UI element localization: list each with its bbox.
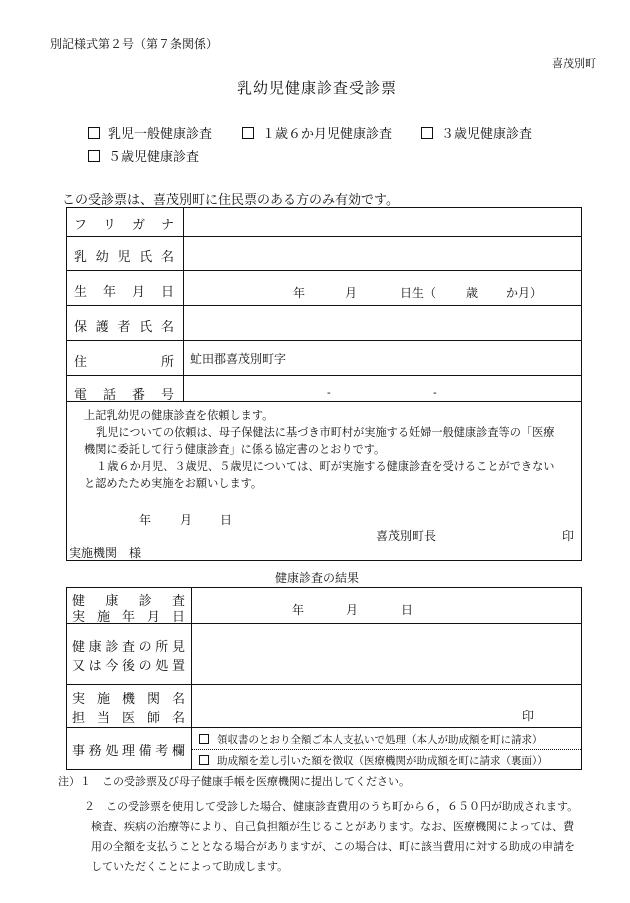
page-title: 乳幼児健康診査受診票 [237,79,398,97]
guardian-name-field[interactable] [185,307,580,339]
checkbox-box[interactable] [421,127,433,139]
form-number: 別記様式第２号（第７条関係） [50,37,219,51]
furigana-label: フ リ ガ ナ [74,218,174,233]
office-remarks-label: 事 務 処 理 備 考 欄 [72,744,185,759]
checkbox-5-year[interactable] [88,146,199,165]
request-line: と認めたため実施をお願いします。 [84,477,263,490]
checkbox-box[interactable] [242,127,254,139]
exam-day: 日 [401,603,414,617]
dob-label: 生 年 月 日 [74,285,174,300]
option-divider [192,749,581,750]
row-divider [67,375,581,376]
checkbox-18-month[interactable] [242,123,392,142]
findings-label: 又 は 今 後 の 処 置 [72,659,185,674]
checkbox-box[interactable] [88,127,100,139]
institution-label: 実 施 機 関 名 [72,692,185,707]
phone-separator: - [327,386,331,399]
checkbox-3-year[interactable] [421,123,532,142]
exam-date-label: 実 施 年 月 日 [72,610,185,625]
option-deducted-payment[interactable]: 助成額を差し引いた額を徴収（医療機関が助成額を町に請求（裏面）） [199,753,548,768]
dob-year: 年 [293,286,306,300]
request-date-day: 日 [220,513,233,527]
exam-date-label: 健 康 診 査 [72,594,185,609]
findings-label: 健 康 診 査 の 所 見 [72,640,185,655]
dob-age-months: か月） [506,286,543,300]
phone-separator: - [433,386,437,399]
dob-month: 月 [345,286,358,300]
seal-mark: 印 [562,529,575,543]
furigana-field[interactable] [185,209,580,235]
note-2: ２ この受診票を使用して受診した場合、健康診査費用のうち町から６，６５０円が助成されます。 [84,800,579,813]
validity-note: この受診票は、喜茂別町に住民票のある方のみ有効です。 [62,193,399,208]
address-field[interactable]: 虻田郡喜茂別町字 [190,352,287,366]
checkbox-label: ５歳児健康診査 [108,150,200,165]
note-1: 注）１ この受診票及び母子健康手帳を医療機関に提出してください。 [58,775,410,788]
address-label: 住 所 [74,355,174,370]
child-name-field[interactable] [185,238,580,269]
checkbox-box[interactable] [199,755,209,765]
phone-label: 電 話 番 号 [74,388,174,403]
checkbox-box[interactable] [199,734,209,744]
row-divider [67,727,581,728]
issuer-name: 喜茂別町 [552,57,596,70]
row-divider [67,270,581,271]
option-full-payment[interactable]: 領収書のとおり全額ご本人支払いで処理（本人が助成額を町に請求） [199,732,543,747]
exam-year: 年 [292,603,305,617]
checkbox-label: ３歳児健康診査 [441,127,533,142]
checkbox-label: 乳児一般健康診査 [108,127,213,142]
findings-field[interactable] [193,625,580,683]
recipient: 実施機関 様 [69,546,142,560]
request-date-month: 月 [180,513,193,527]
guardian-name-label: 保 護 者 氏 名 [74,320,174,335]
results-title: 健康診査の結果 [275,571,360,585]
request-line: １歳６か月児、３歳児、５歳児については、町が実施する健康診査を受けることができない [96,460,555,473]
note-2-cont: 検査、疾病の治療等により、自己負担額が生じることがあります。なお、医療機関によっては、費 [91,820,575,833]
row-divider [67,305,581,306]
doctor-seal: 印 [522,709,535,723]
request-line: 機関に委託して行う健康診査」に係る協定書のとおりです。 [84,443,386,456]
request-date-year: 年 [139,513,152,527]
results-divider [191,588,192,769]
row-divider [67,340,581,341]
dob-age-years: 歳 [466,286,479,300]
row-divider [67,684,581,685]
request-line: 上記乳幼児の健康診査を依頼します。 [84,409,274,422]
exam-month: 月 [346,603,359,617]
request-line: 乳児についての依頼は、母子保健法に基づき市町村が実施する妊婦一般健康診査等の「医療 [96,426,555,439]
doctor-label: 担 当 医 師 名 [72,711,185,726]
dob-day: 日生（ [400,286,437,300]
row-divider [67,236,581,237]
checkbox-infant-general[interactable] [88,123,212,142]
note-2-cont: 用の全額を支払うこととなる場合がありますが、この場合は、町に該当費用に対する助成の申請を [91,840,575,853]
mayor-title: 喜茂別町長 [376,529,437,543]
checkbox-label: １歳６か月児健康診査 [262,127,393,142]
checkbox-box[interactable] [88,150,100,162]
child-name-label: 乳 幼 児 氏 名 [74,250,174,265]
note-2-cont: していただくことによって助成します。 [91,860,289,873]
